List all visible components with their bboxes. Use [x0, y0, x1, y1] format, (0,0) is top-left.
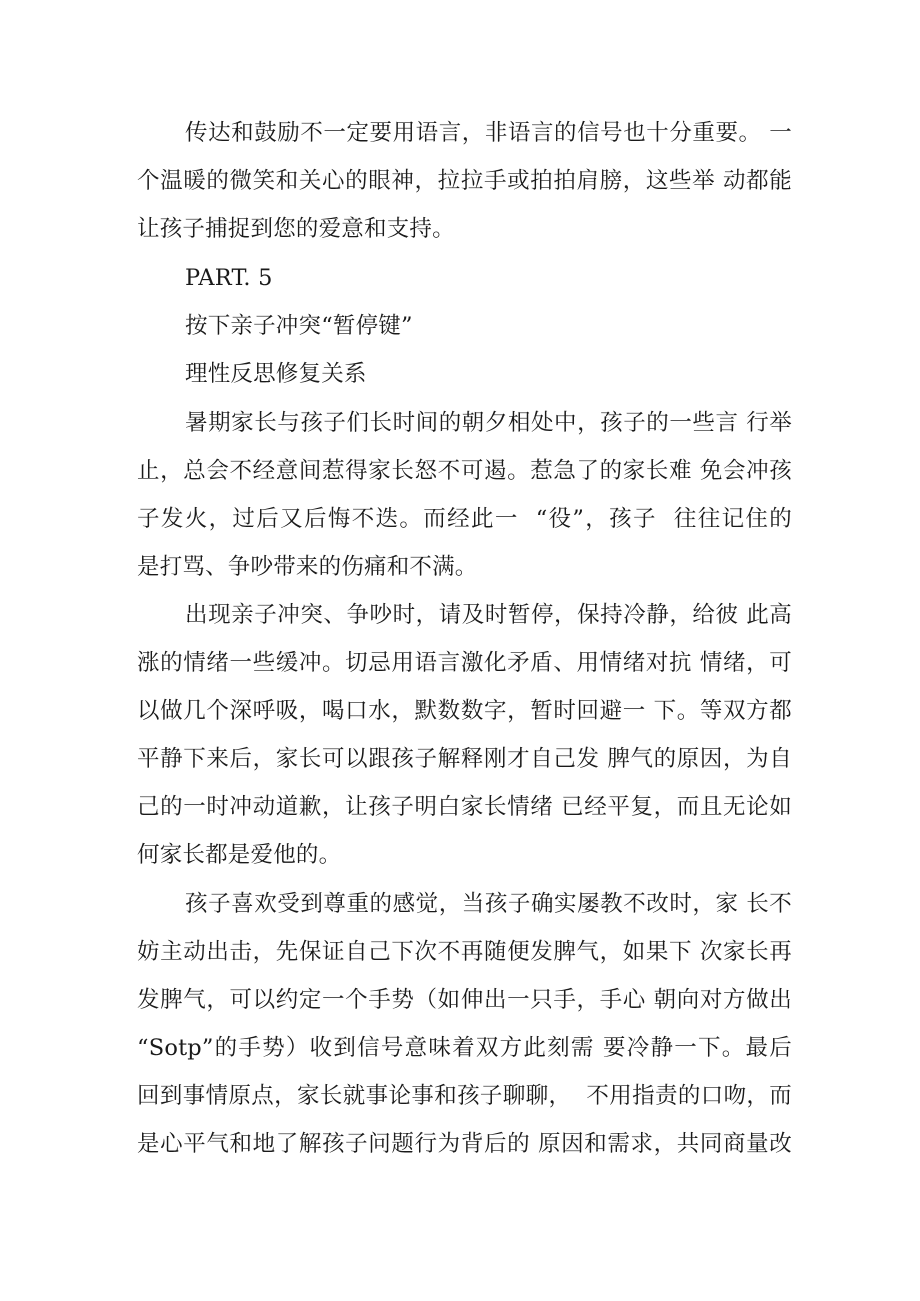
paragraph-3-line-2: 涨的情绪一些缓冲。切忌用语言激化矛盾、用情绪对抗 情绪，可: [137, 650, 792, 676]
paragraph-4-line-2: 妨主动出击，先保证自己下次不再随便发脾气，如果下 次家长再: [137, 939, 792, 965]
section-heading: 按下亲子冲突“暂停键”: [185, 313, 413, 339]
paragraph-3-line-3: 以做几个深呼吸，喝口水，默数数字，暂时回避一 下。等双方都: [137, 698, 792, 724]
paragraph-2-line-1: 暑期家长与孩子们长时间的朝夕相处中，孩子的一些言 行举: [185, 410, 792, 436]
paragraph-3-line-4: 平静下来后，家长可以跟孩子解释刚才自己发 脾气的原因，为自: [137, 746, 792, 772]
paragraph-4-line-4: “Sotp”的手势）收到信号意味着双方此刻需 要冷静一下。最后: [137, 1035, 792, 1061]
paragraph-4-line-1: 孩子喜欢受到尊重的感觉，当孩子确实屡教不改时，家 长不: [185, 891, 792, 917]
paragraph-3-line-5: 己的一时冲动道歉，让孩子明白家长情绪 已经平复，而且无论如: [137, 794, 792, 820]
paragraph-4-line-6: 是心平气和地了解孩子问题行为背后的 原因和需求，共同商量改: [137, 1131, 792, 1157]
paragraph-1-line-3: 让孩子捕捉到您的爱意和支持。: [137, 216, 455, 242]
paragraph-2-line-4: 是打骂、争吵带来的伤痛和不满。: [137, 554, 478, 580]
part-label: PART. 5: [185, 265, 273, 291]
paragraph-2-line-3: 子发火，过后又后悔不迭。而经此一 “役”，孩子 往往记住的: [137, 506, 792, 532]
paragraph-1-line-1: 传达和鼓励不一定要用语言，非语言的信号也十分重要。 一: [185, 120, 792, 146]
paragraph-3-line-1: 出现亲子冲突、争吵时，请及时暂停，保持冷静，给彼 此高: [185, 602, 792, 628]
paragraph-2-line-2: 止，总会不经意间惹得家长怒不可遏。惹急了的家长难 免会冲孩: [137, 458, 792, 484]
paragraph-4-line-3: 发脾气，可以约定一个手势（如伸出一只手，手心 朝向对方做出: [137, 987, 792, 1013]
paragraph-3-line-6: 何家长都是爱他的。: [137, 842, 342, 868]
paragraph-1-line-2: 个温暖的微笑和关心的眼神，拉拉手或拍拍肩膀，这些举 动都能: [137, 168, 792, 194]
section-subheading: 理性反思修复关系: [185, 361, 367, 387]
paragraph-4-line-5: 回到事情原点，家长就事论事和孩子聊聊， 不用指责的口吻，而: [137, 1083, 792, 1109]
